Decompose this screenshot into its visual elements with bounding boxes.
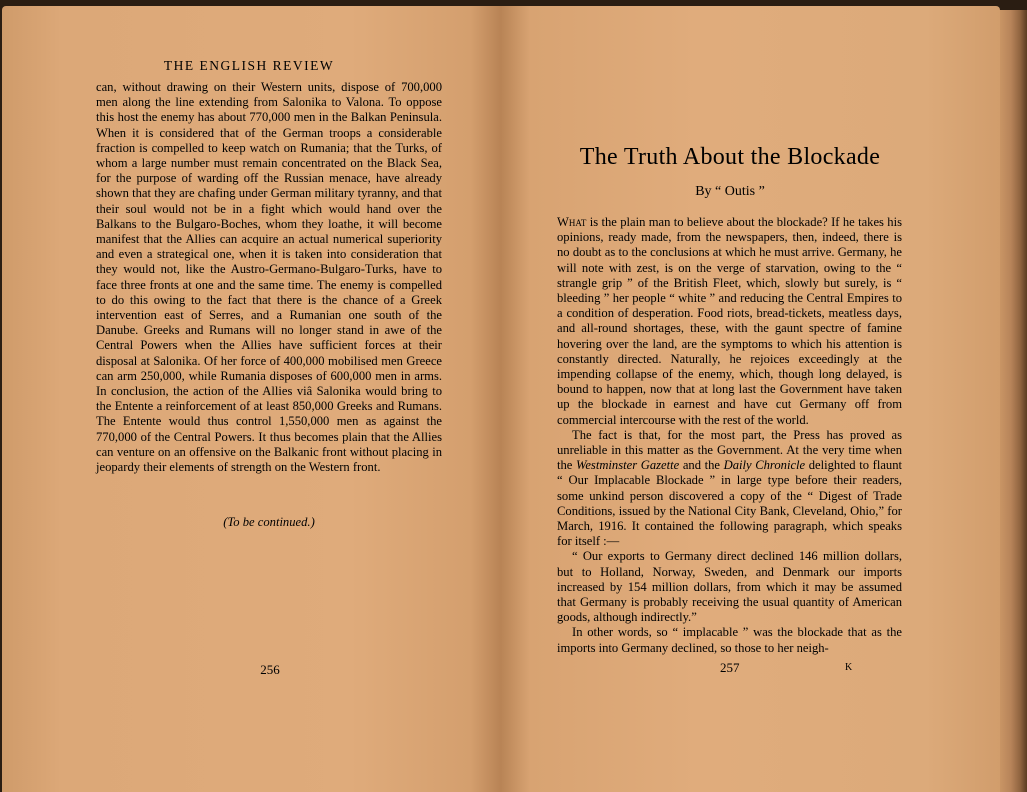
- right-paragraph-3: In other words, so “ implacable ” was the blockade that as the imports into Germany declined, so those to her neigh-: [557, 625, 902, 655]
- paragraph-2-text-a: The fact is that, for the most part, the Press has proved as unreliable in this matter as the Government. At the very time when the: [557, 427, 902, 473]
- signature-mark: K: [845, 662, 853, 673]
- left-body-text: [96, 80, 442, 475]
- newspaper-title-1: Westminster Gazette: [576, 458, 680, 473]
- page-number-left: 256: [260, 662, 280, 677]
- right-paragraph-1: [557, 215, 902, 428]
- right-paragraph-2: [557, 428, 902, 550]
- paragraph-2-text-c: delighted to flaunt “ Our Implacable Blockade ” in large type before their readers, some unkind person discovered a copy of the “ Digest of Trade Conditions, issued by the National City Bank, Cleveland, Ohio,” for March, 1916. It contained the following paragraph, which speaks for itself :—: [557, 458, 903, 549]
- article-byline: By “ Outis ”: [695, 184, 765, 199]
- paragraph-2-text-b: and the: [679, 458, 724, 473]
- running-head: THE ENGLISH REVIEW: [163, 58, 335, 73]
- article-title: The Truth About the Blockade: [579, 144, 881, 170]
- page-edge-stack: [1000, 10, 1027, 792]
- continued-note: (To be continued.): [223, 515, 315, 529]
- quoted-paragraph: “ Our exports to Germany direct declined 146 million dollars, but to Holland, Norway, Sweden, and Denmark our imports increased by 154 million dollars, from which it may be assumed that Germany is probably receiving the usual quantity of American goods, although indirectly.”: [557, 549, 902, 625]
- paragraph-1-text: is the plain man to believe about the blockade? If he takes his opinions, ready made, from the newspapers, then, indeed, there is no doubt as to the conclusions at which he must arrive. Germany, he will note with zest, is on the verge of starvation, owing to the “ strangle grip ” of the British Fleet, which, slowly but surely, is “ bleeding ” her people “ white ” and reducing the Central Empires to a condition of desperation. Food riots, bread-tickets, meatless days, and all-round shortages, these, with the gaunt spectre of famine hovering over the land, are the symptoms to which his attention is constantly directed. Naturally, he rejoices exceedingly at the impending collapse of the enemy, which, though long delayed, is bound to happen, now that at long last the Government have taken up the blockade in earnest and have cut Germany off from commercial intercourse with the rest of the world.: [557, 215, 902, 427]
- newspaper-title-2: Daily Chronicle: [723, 458, 806, 473]
- left-paragraph: can, without drawing on their Western units, dispose of 700,000 men along the line extending from Salonika to Valona. To oppose this host the enemy has about 770,000 men in the Balkan Peninsula. When it is considered that of the German troops a considerable fraction is compelled to keep watch on Rumania; that the Turks, of whom a large number must remain concentrated on the Black Sea, for the purpose of warding off the Russian menace, have already shown that they are chafing under German military tyranny, and that their soul would not be in a fight which would hand over the Balkans to the Bulgaro-Boches, whom they loathe, it will become manifest that the Allies can acquire an actual numerical superiority and even a strategical one, when it is taken into consideration that they would not, like the Austro-Germano-Bulgaro-Turks, have to face three fronts at one and the same time. The enemy is compelled to do this owing to the fact that there is the chance of a Greek intervention east of Serres, and a Rumanian one south of the Danube. Greeks and Rumans will no longer stand in awe of the Central Powers when the Allies have sufficient forces at their disposal at Salonika. Of her force of 400,000 mobilised men Greece can arm 250,000, while Rumania disposes of 600,000 men in arms. In conclusion, the action of the Allies viâ Salonika would bring to the Entente a reinforcement of at least 850,000 Greeks and Rumans. The Entente would thus control 1,550,000 men as against the 770,000 of the Central Powers. It thus becomes plain that the Allies can venture on an offensive on the Balkanic front without placing in jeopardy their elements of strength on the Western front.: [96, 80, 442, 475]
- lead-word: What: [557, 215, 587, 229]
- page-number-right: 257: [720, 660, 740, 675]
- right-body-text: [557, 215, 902, 656]
